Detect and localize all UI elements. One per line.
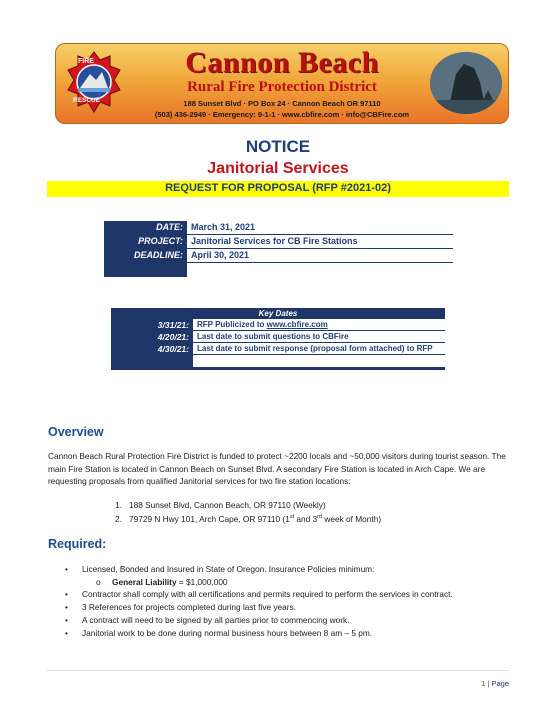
date-value: March 31, 2021 (191, 222, 256, 232)
required-heading: Required: (48, 537, 107, 551)
service-heading: Janitorial Services (207, 160, 349, 177)
key-date-row (111, 319, 445, 331)
location-text-a: 79729 N Hwy 101, Arch Cape, OR 97110 (1 (129, 514, 290, 524)
location-text-c: week of Month) (322, 514, 382, 524)
key-date-text: Last date to submit questions to CBFire (197, 332, 349, 341)
page-label: Page (491, 679, 509, 688)
info-row-deadline (104, 249, 453, 263)
rfp-heading: REQUEST FOR PROPOSAL (RFP #2021-02) (165, 182, 391, 194)
overview-paragraph: Cannon Beach Rural Protection Fire District is funded to protect ~2200 locals and ~50,000 visitors during tourist season. The main Fire Station is located in Cannon Beach on Sunset Blvd. A secondary Fire Station is located in Arch Cape. We are requesting proposals from qualified Janitorial services for two fire station locations: (48, 451, 506, 486)
deadline-label: DEADLINE: (134, 250, 183, 260)
list-number: 2. (115, 514, 122, 524)
logo-text-rescue: RESCUE (73, 97, 101, 104)
bullet-icon: • (65, 615, 68, 625)
key-date: 4/30/21: (157, 344, 189, 354)
info-row-project (104, 235, 453, 249)
banner-subtitle: Rural Fire Protection District (187, 79, 377, 95)
notice-heading: NOTICE (245, 137, 311, 156)
key-date-text: Last date to submit response (proposal form attached) to RFP (197, 344, 433, 353)
bullet-icon: • (65, 602, 68, 612)
haystack-rock-photo (430, 52, 502, 114)
cbfire-link[interactable]: www.cbfire.com (266, 320, 328, 329)
banner-title: Cannon Beach (185, 46, 379, 79)
overview-heading: Overview (48, 425, 104, 439)
key-dates-footer-bar (111, 367, 445, 370)
list-number: 1. (115, 500, 122, 510)
location-text: 188 Sunset Blvd, Cannon Beach, OR 97110 (Weekly) (129, 500, 326, 510)
ordinal-sup: rd (317, 514, 323, 521)
info-row-date (104, 221, 453, 235)
project-label: PROJECT: (138, 236, 183, 246)
liability-label: General Liability (112, 577, 177, 587)
key-dates-header: Key Dates (111, 308, 445, 319)
rock-image-icon (430, 52, 502, 114)
required-text: A contract will need to be signed by all parties prior to commencing work. (82, 615, 350, 625)
key-date: 3/31/21: (157, 320, 189, 330)
required-text: Licensed, Bonded and Insured in State of Oregon. Insurance Policies minimum: (82, 564, 375, 574)
date-label: DATE: (156, 222, 183, 232)
deadline-value: April 30, 2021 (191, 250, 250, 260)
banner-address: 188 Sunset Blvd · PO Box 24 · Cannon Beach OR 97110 (183, 99, 381, 108)
location-text (129, 514, 381, 524)
logo-text-fire: FIRE (78, 58, 94, 65)
sub-list-item (96, 577, 228, 587)
bullet-icon: • (65, 589, 68, 599)
page-number: 1 (481, 679, 486, 688)
list-item (115, 514, 381, 524)
required-text: Janitorial work to be done during normal business hours between 8 am – 5 pm. (82, 628, 373, 638)
circle-bullet-icon: o (96, 577, 101, 587)
ordinal-sup: st (289, 514, 295, 521)
project-value: Janitorial Services for CB Fire Stations (191, 236, 358, 246)
bullet-icon: • (65, 628, 68, 638)
location-text-b: and 3 (294, 514, 318, 524)
required-text: 3 References for projects completed during last five years. (82, 602, 296, 612)
footer-divider (47, 670, 509, 671)
row-divider (187, 262, 453, 263)
key-date-desc: RFP Publicized to (197, 320, 267, 329)
required-text: Contractor shall comply with all certifications and permits required to perform the services in contract. (82, 589, 453, 599)
page-footer: 1 | Page (481, 679, 509, 688)
key-date-row (111, 343, 445, 355)
bullet-icon: • (65, 564, 68, 574)
key-date-row (111, 331, 445, 343)
banner-contact: (503) 436-2949 · Emergency: 9-1-1 · www.cbfire.com · info@CBFire.com (154, 110, 410, 119)
liability-value: = $1,000,000 (176, 577, 228, 587)
row-divider (193, 354, 445, 355)
letterhead-banner (55, 43, 509, 124)
key-date: 4/20/21: (157, 332, 189, 342)
list-item (115, 500, 326, 510)
key-date-text (197, 320, 328, 329)
